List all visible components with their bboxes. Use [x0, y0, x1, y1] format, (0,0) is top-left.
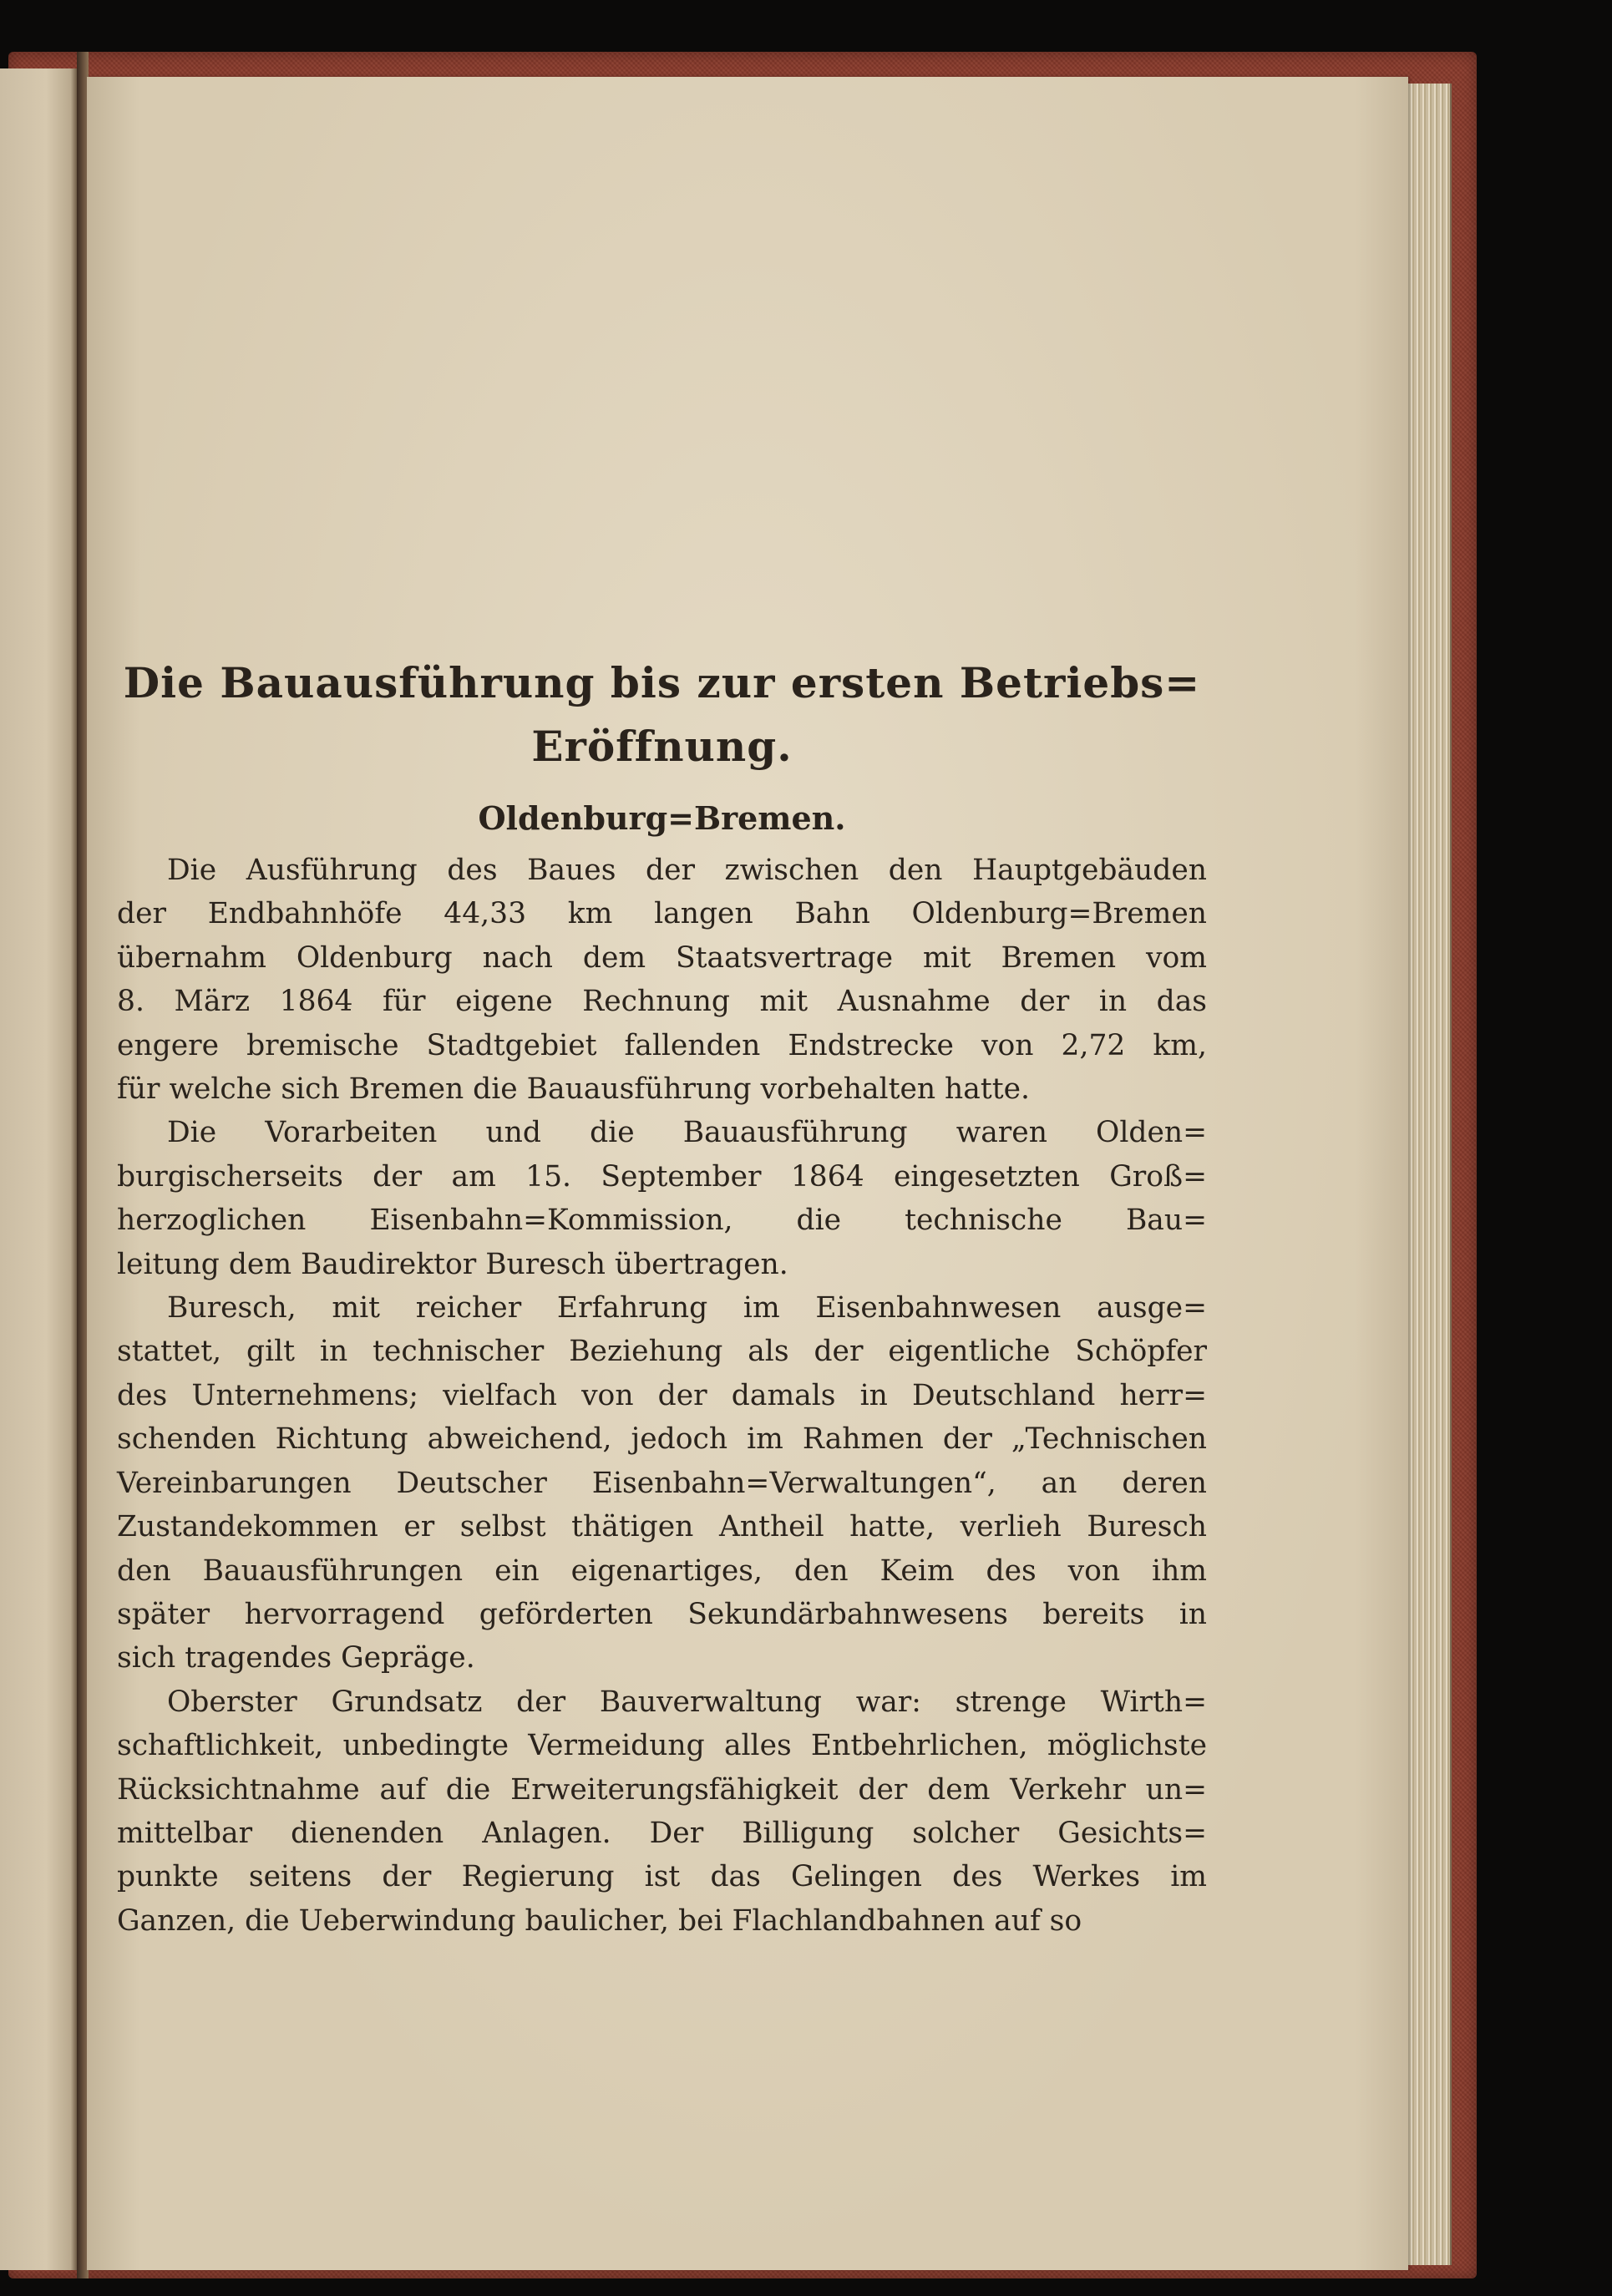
chapter-title-line-2: Eröffnung.: [531, 722, 793, 771]
text-line: Rücksichtnahme auf die Erweiterungsfähigkeit der dem Verkehr un=: [117, 1772, 1207, 1807]
text-line: Buresch, mit reicher Erfahrung im Eisenbahnwesen ausge=: [167, 1291, 1207, 1325]
text-line: schaftlichkeit, unbedingte Vermeidung alles Entbehrlichen, möglichste: [117, 1729, 1207, 1763]
text-line: mittelbar dienenden Anlagen. Der Billigung solcher Gesichts=: [117, 1816, 1207, 1850]
text-line: Vereinbarungen Deutscher Eisenbahn=Verwaltungen“, an deren: [117, 1466, 1207, 1500]
paragraph: [117, 849, 1207, 1111]
page-text: [117, 651, 1207, 1943]
text-line: der Endbahnhöfe 44,33 km langen Bahn Oldenburg=Bremen: [117, 897, 1207, 931]
text-line: burgischerseits der am 15. September 1864 eingesetzten Groß=: [117, 1159, 1207, 1194]
text-line: sich tragendes Gepräge.: [117, 1641, 475, 1675]
text-line: Ganzen, die Ueberwindung baulicher, bei Flachlandbahnen auf so: [117, 1903, 1082, 1938]
text-line: leitung dem Baudirektor Buresch übertragen.: [117, 1247, 788, 1281]
left-page-edge: [0, 68, 77, 2270]
text-line: herzoglichen Eisenbahn=Kommission, die technische Bau=: [117, 1204, 1207, 1238]
paragraph: [117, 1680, 1207, 1943]
text-line: 8. März 1864 für eigene Rechnung mit Ausnahme der in das: [117, 985, 1207, 1019]
section-subtitle: Oldenburg=Bremen.: [478, 799, 846, 837]
text-line: für welche sich Bremen die Bauausführung vorbehalten hatte.: [117, 1072, 1030, 1107]
page-stack-edges: [1408, 84, 1452, 2265]
text-line: später hervorragend geförderten Sekundärbahnwesens bereits in: [117, 1597, 1207, 1631]
paragraph: [117, 1111, 1207, 1286]
text-line: Die Vorarbeiten und die Bauausführung waren Olden=: [167, 1116, 1207, 1150]
body-paragraphs: [117, 849, 1207, 1943]
chapter-title-line-1: Die Bauausführung bis zur ersten Betriebs=: [123, 658, 1201, 707]
text-line: engere bremische Stadtgebiet fallenden Endstrecke von 2,72 km,: [117, 1028, 1207, 1062]
paragraph: [117, 1286, 1207, 1680]
text-line: des Unternehmens; vielfach von der damals in Deutschland herr=: [117, 1378, 1207, 1412]
text-line: punkte seitens der Regierung ist das Gelingen des Werkes im: [117, 1860, 1207, 1894]
text-line: Die Ausführung des Baues der zwischen den Hauptgebäuden: [167, 854, 1207, 887]
text-line: Zustandekommen er selbst thätigen Antheil hatte, verlieh Buresch: [117, 1510, 1207, 1544]
text-line: den Bauausführungen ein eigenartiges, den Keim des von ihm: [117, 1553, 1207, 1588]
text-line: Oberster Grundsatz der Bauverwaltung war: strenge Wirth=: [167, 1685, 1207, 1719]
text-line: stattet, gilt in technischer Beziehung als der eigentliche Schöpfer: [117, 1335, 1207, 1369]
text-line: schenden Richtung abweichend, jedoch im Rahmen der „Technischen: [117, 1422, 1207, 1457]
text-line: übernahm Oldenburg nach dem Staatsvertrage mit Bremen vom: [117, 940, 1207, 975]
chapter-title: [117, 651, 1207, 778]
